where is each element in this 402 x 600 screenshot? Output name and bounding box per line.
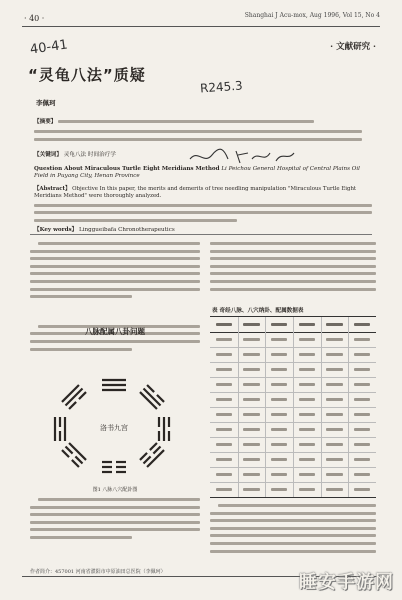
table-cell: [299, 458, 316, 461]
table-cell: [243, 473, 260, 476]
table-cell: [243, 398, 260, 401]
table-cell: [299, 353, 316, 356]
body-text-line: [30, 257, 200, 260]
body-text-line: [210, 512, 376, 515]
body-text-line: [210, 250, 376, 253]
table-cell: [299, 428, 316, 431]
body-text-line: [30, 250, 200, 253]
table-cell: [354, 353, 371, 356]
table-cell: [326, 488, 343, 491]
table-cell: [299, 443, 316, 446]
english-abstract: [34, 186, 372, 227]
trigram-right: [159, 417, 169, 441]
table-cell: [354, 458, 371, 461]
section-heading: 八脉配属八卦问题: [85, 327, 145, 336]
body-text-line: [30, 288, 200, 291]
table-header-cell: [354, 323, 371, 326]
table-cell: [326, 473, 343, 476]
table-cell: [354, 428, 371, 431]
table-cell: [299, 383, 316, 386]
bagua-diagram: [44, 372, 184, 482]
chinese-abstract: [34, 118, 362, 145]
body-text-line: [30, 506, 200, 509]
body-text-line: [210, 519, 376, 522]
table-cell: [299, 398, 316, 401]
table-cell: [354, 338, 371, 341]
table-cell: [271, 353, 288, 356]
body-column-right: [210, 242, 376, 295]
data-table: [210, 316, 376, 498]
handwritten-class-code: R245.3: [199, 78, 244, 96]
english-keywords: [34, 225, 175, 233]
abstract-en-text-line: [34, 204, 372, 207]
keywords-en-label: 【Key words】: [34, 227, 78, 233]
body-text-line: [30, 272, 200, 275]
table-cell: [354, 488, 371, 491]
body-text-line: [210, 257, 376, 260]
table-column-rule: [265, 317, 266, 497]
abstract-en-text-line: [34, 211, 372, 214]
table-cell: [271, 398, 288, 401]
article-author: 李佩珂: [36, 99, 56, 107]
table-cell: [271, 458, 288, 461]
trigram-bottom: [102, 462, 126, 472]
table-cell: [243, 368, 260, 371]
table-header-cell: [299, 323, 316, 326]
table-cell: [326, 338, 343, 341]
english-title-block: [34, 166, 372, 180]
table-cell: [299, 338, 316, 341]
table-cell: [354, 383, 371, 386]
keywords-cn-text: 灵龟八法 时间治疗学: [63, 152, 116, 158]
body-text-line: [210, 288, 376, 291]
body-column-left-lower: [30, 498, 200, 544]
body-text-line: [30, 528, 200, 531]
article-title: “灵龟八法”质疑: [28, 66, 146, 84]
table-cell: [216, 398, 233, 401]
table-cell: [216, 383, 233, 386]
table-header-cell: [243, 323, 260, 326]
table-cell: [354, 398, 371, 401]
table-cell: [243, 353, 260, 356]
table-cell: [271, 443, 288, 446]
section-tag: · 文献研究 ·: [330, 42, 376, 52]
table-cell: [326, 428, 343, 431]
abstract-divider: [30, 234, 372, 235]
table-cell: [326, 458, 343, 461]
table-cell: [216, 368, 233, 371]
table-cell: [271, 473, 288, 476]
table-cell: [326, 398, 343, 401]
table-cell: [326, 368, 343, 371]
trigram-top: [102, 380, 126, 390]
abstract-cn-label: 【摘要】: [34, 119, 57, 125]
table-cell: [216, 458, 233, 461]
body-text-line: [30, 521, 200, 524]
table-cell: [243, 413, 260, 416]
table-cell: [326, 383, 343, 386]
table-cell: [243, 338, 260, 341]
diagram-center-label: 洛书九宫: [100, 424, 128, 432]
handwritten-page-note: 40-41: [29, 37, 69, 58]
abstract-en-lead: Objective In this paper, the merits and demerits of tree needling manipulation "Miraculous Turtle Eight Meridians Method" were thoroughly analyzed.: [34, 186, 357, 200]
body-column-left: [30, 242, 200, 355]
table-cell: [243, 428, 260, 431]
body-text-line: [210, 550, 376, 553]
table-header-cell: [326, 323, 343, 326]
table-cell: [354, 368, 371, 371]
figure-caption: 图1 八脉八穴配卦图: [92, 487, 138, 493]
table-header-cell: [216, 323, 233, 326]
body-text-line: [30, 340, 200, 343]
abstract-cn-text-line: [34, 138, 362, 141]
table-cell: [299, 368, 316, 371]
trigram-left: [55, 417, 65, 441]
table-cell: [216, 353, 233, 356]
table-column-rule: [321, 317, 322, 497]
body-column-right-lower: [210, 504, 376, 557]
body-text-line: [38, 242, 200, 245]
table-cell: [271, 413, 288, 416]
body-text-line: [210, 242, 376, 245]
table-cell: [243, 458, 260, 461]
table-cell: [354, 473, 371, 476]
body-text-line: [210, 534, 376, 537]
table-cell: [243, 383, 260, 386]
table-header-cell: [271, 323, 288, 326]
keywords-cn-label: 【关键词】: [34, 152, 62, 158]
abstract-cn-text-line: [34, 130, 362, 133]
table-column-rule: [238, 317, 239, 497]
table-cell: [216, 413, 233, 416]
table-cell: [216, 488, 233, 491]
body-text-line: [30, 513, 200, 516]
trigram-top-left: [62, 385, 86, 409]
table-cell: [216, 473, 233, 476]
table-cell: [271, 488, 288, 491]
page-number: · 40 ·: [24, 14, 45, 23]
table-cell: [326, 413, 343, 416]
keywords-en-text: Linggueibafa Chronotherapeutics: [79, 227, 175, 233]
body-text-line: [210, 542, 376, 545]
body-text-line: [210, 280, 376, 283]
table-cell: [216, 338, 233, 341]
table-cell: [354, 413, 371, 416]
journal-info: Shanghai J Acu-mox, Aug 1996, Vol 15, No 4: [244, 12, 380, 19]
table-cell: [271, 338, 288, 341]
table-cell: [216, 428, 233, 431]
table-cell: [299, 488, 316, 491]
table-title: 表 奇经八脉、八穴纳卦、配属数据表: [212, 308, 304, 314]
trigram-top-right: [140, 385, 164, 409]
table-column-rule: [293, 317, 294, 497]
abstract-cn-text-line: [58, 120, 314, 123]
table-cell: [216, 443, 233, 446]
trigram-bottom-right: [140, 443, 164, 467]
table-cell: [299, 473, 316, 476]
chinese-keywords: [34, 150, 116, 158]
table-cell: [326, 353, 343, 356]
section-gap: [30, 303, 200, 325]
header-rule: [22, 26, 380, 27]
table-cell: [271, 428, 288, 431]
body-text-line: [30, 265, 200, 268]
table-cell: [271, 368, 288, 371]
table-cell: [243, 443, 260, 446]
english-affiliation: Li Peichou General Hospital of Central Plains Oil Field in Puyang City, Henan Province: [34, 166, 360, 179]
body-text-line: [30, 536, 132, 539]
body-text-line: [210, 272, 376, 275]
table-cell: [243, 488, 260, 491]
body-text-line: [30, 280, 200, 283]
table-cell: [326, 443, 343, 446]
english-title: Question About Miraculous Turtle Eight Meridians Method: [34, 166, 220, 172]
body-text-line: [30, 295, 132, 298]
abstract-en-label: 【Abstract】: [34, 186, 71, 192]
body-text-line: [210, 265, 376, 268]
body-text-line: [38, 498, 200, 501]
table-cell: [271, 383, 288, 386]
body-text-line: [218, 504, 376, 507]
table-column-rule: [348, 317, 349, 497]
body-text-line: [30, 348, 132, 351]
table-cell: [354, 443, 371, 446]
trigram-bottom-left: [62, 443, 86, 467]
handwritten-scribble: [188, 145, 298, 167]
body-text-line: [210, 527, 376, 530]
site-watermark: 睡安手游网: [299, 572, 394, 593]
author-footnote: 作者简介：457001 河南省濮阳市中原油田总医院（李佩珂）: [30, 569, 166, 575]
table-cell: [299, 413, 316, 416]
abstract-en-text-line: [34, 219, 237, 222]
